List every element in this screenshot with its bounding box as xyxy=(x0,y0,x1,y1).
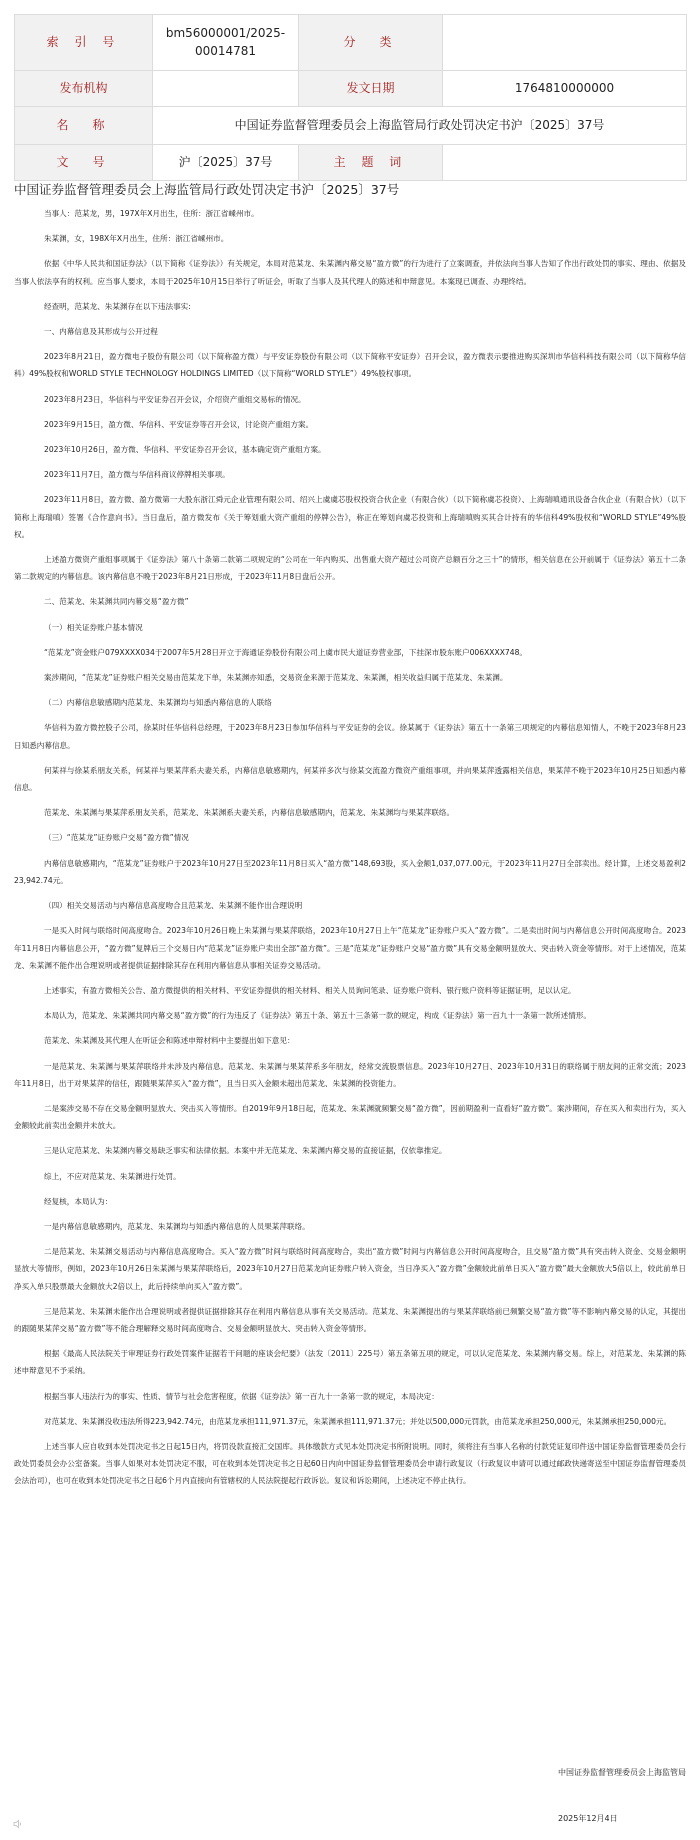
paragraph: “范某龙”资金账户079XXXX034于2007年5月28日开立于海通证券股份有限公司上虞市民大道证券营业部，下挂深市股东账户006XXXX748。 xyxy=(44,647,527,657)
index-no-label: 索 引 号 xyxy=(15,15,153,71)
index-no-value: bm56000001/2025-00014781 xyxy=(153,15,299,71)
publisher-value xyxy=(153,71,299,107)
doc-no-label: 文 号 xyxy=(15,145,153,181)
category-label: 分 类 xyxy=(299,15,443,71)
paragraph: 根据当事人违法行为的事实、性质、情节与社会危害程度，依据《证券法》第一百九十一条第一款的规定，本局决定： xyxy=(44,1391,439,1401)
paragraph: 朱某渊，女，198X年X月出生，住所：浙江省嵊州市。 xyxy=(44,234,229,244)
paragraph: 一是买入时间与联络时间高度吻合。2023年10月26日晚上朱某渊与果某萍联络，2023年10月27日上午“范某龙”证券账户买入“盈方微”。二是卖出时间与内幕信息公开时间高度吻合。2023年11月8日内幕信息公开，“盈方微”复牌后三个交易日内“范某龙”证券账户卖出全部“盈方微”。三是“范某龙”证券账户交易“盈方微”具有交易金额明显放大、突击转入资金等情形。对于上述情况，范某龙、朱某渊不能作出合理说明或者提供证据排除其存在利用内幕信息从事相关证券交易活动。 xyxy=(14,926,686,970)
paragraph: 2023年8月21日，盈方微电子股份有限公司（以下简称盈方微）与平安证券股份有限公司（以下简称平安证券）召开会议，盈方微表示要推进购买深圳市华信科科技有限公司（以下简称华信科）49%股权和WORLD STYLE TECHNOLOGY HOLDINGS LIMITED（以下简称“WORLD STYLE”）49%股权事项。 xyxy=(14,352,686,379)
paragraph: 上述当事人应自收到本处罚决定书之日起15日内，将罚没款直接汇交国库。具体缴款方式见本处罚决定书所附说明。同时，须将注有当事人名称的付款凭证复印件送中国证券监督管理委员会行政处罚委员会办公室备案。当事人如果对本处罚决定不服，可在收到本处罚决定书之日起60日内向中国证券监督管理委员会申请行政复议（行政复议申请可以通过邮政快递寄送至中国证券监督管理委员会法治司），也可在收到本处罚决定书之日起6个月内直接向有管辖权的人民法院提起行政诉讼。复议和诉讼期间，上述决定不停止执行。 xyxy=(14,1441,686,1486)
paragraph: 华信科为盈方微控股子公司，徐某时任华信科总经理，于2023年8月23日参加华信科与平安证券的会议。徐某属于《证券法》第五十一条第三项规定的内幕信息知情人，不晚于2023年8月23日知悉内幕信息。 xyxy=(14,723,686,750)
subject-value xyxy=(443,145,687,181)
paragraph: 一、内幕信息及其形成与公开过程 xyxy=(44,327,158,337)
paragraph: 三是认定范某龙、朱某渊内幕交易缺乏事实和法律依据。本案中并无范某龙、朱某渊内幕交易的直接证据，仅依靠推定。 xyxy=(44,1146,447,1156)
paragraph: 经查明，范某龙、朱某渊存在以下违法事实: xyxy=(44,301,191,311)
paragraph: 根据《最高人民法院关于审理证券行政处罚案件证据若干问题的座谈会纪要》（法发〔2011〕225号）第五条第五项的规定，可以认定范某龙、朱某渊内幕交易。综上，对范某龙、朱某渊的陈述申辩意见不予采纳。 xyxy=(14,1349,686,1376)
paragraph: 对范某龙、朱某渊没收违法所得223,942.74元，由范某龙承担111,971.37元，朱某渊承担111,971.37元；并处以500,000元罚款，由范某龙承担250,000元，朱某渊承担250,000元。 xyxy=(44,1416,672,1426)
signature-date: 2025年12月4日 xyxy=(558,1814,618,1823)
paragraph: 内幕信息敏感期内，“范某龙”证券账户于2023年10月27日至2023年11月8日买入“盈方微”148,693股，买入金额1,037,077.00元，于2023年11月27日全部卖出。经计算，上述交易盈利223,942.74元。 xyxy=(14,858,686,885)
paragraph: 案涉期间，“范某龙”证券账户相关交易由范某龙下单，朱某渊亦知悉，交易资金来源于范某龙、朱某渊，相关收益归属于范某龙、朱某渊。 xyxy=(44,673,508,683)
signature-org: 中国证券监督管理委员会上海监管局 xyxy=(558,1768,686,1777)
paragraph: 何某祥与徐某系朋友关系，何某祥与果某萍系夫妻关系，内幕信息敏感期内，何某祥多次与徐某交流盈方微资产重组事项，并向果某萍透露相关信息，果某萍不晚于2023年10月25日知悉内幕信息。 xyxy=(14,765,686,793)
paragraph: 当事人：范某龙，男，197X年X月出生，住所：浙江省嵊州市。 xyxy=(44,209,259,218)
publisher-label: 发布机构 xyxy=(15,71,153,107)
paragraph: 综上，不应对范某龙、朱某渊进行处罚。 xyxy=(44,1171,181,1181)
paragraph: 2023年11月7日，盈方微与华信科商议停牌相关事项。 xyxy=(44,470,230,480)
metadata-table xyxy=(14,14,687,181)
document-title: 中国证券监督管理委员会上海监管局行政处罚决定书沪〔2025〕37号 xyxy=(14,182,400,197)
date-value: 1764810000000 xyxy=(443,71,687,107)
category-value xyxy=(443,15,687,71)
subject-label: 主 题 词 xyxy=(299,145,443,181)
document-body xyxy=(14,205,686,1498)
paragraph: 2023年11月8日，盈方微、盈方微第一大股东浙江舜元企业管理有限公司、绍兴上虞虞芯股权投资合伙企业（有限合伙）（以下简称虞芯投资）、上海瑞嗔通讯设备合伙企业（有限合伙）（以下简称上海瑞嗔）签署《合作意向书》。当日盘后，盈方微发布《关于筹划重大资产重组的停牌公告》，称正在筹划向虞芯投资和上海瑞嗔购买其合计持有的华信科49%股权和“WORLD STYLE”49%股权。 xyxy=(14,495,686,539)
paragraph: （四）相关交易活动与内幕信息高度吻合且范某龙、朱某渊不能作出合理说明 xyxy=(44,901,303,911)
paragraph: 依据《中华人民共和国证券法》（以下简称《证券法》）有关规定，本局对范某龙、朱某渊内幕交易“盈方微”的行为进行了立案调查，并依法向当事人告知了作出行政处罚的事实、理由、依据及当事人依法享有的权利。应当事人要求，本局于2025年10月15日举行了听证会，听取了当事人及其代理人的陈述和申辩意见。本案现已调查、办理终结。 xyxy=(14,259,686,286)
doc-no-value: 沪〔2025〕37号 xyxy=(153,145,299,181)
paragraph: 范某龙、朱某渊及其代理人在听证会和陈述申辩材料中主要提出如下意见： xyxy=(44,1036,295,1046)
paragraph: 2023年9月15日，盈方微、华信科、平安证券等召开会议，讨论资产重组方案。 xyxy=(44,419,314,429)
paragraph: 二是范某龙、朱某渊交易活动与内幕信息高度吻合。买入“盈方微”时间与联络时间高度吻合，卖出“盈方微”时间与内幕信息公开时间高度吻合，且交易“盈方微”具有突击转入资金、交易金额明显放大等情形，例如，2023年10月26日朱某渊与果某萍联络后，2023年10月27日范某龙向证券账户转入资金，当日净买入“盈方微”金额较此前单日买入“盈方微”最大金额放大5倍以上，较此前单日净买入单只股票最大金额放大2倍以上，此后持续单向买入“盈方微”。 xyxy=(14,1247,686,1291)
paragraph: 2023年8月23日，华信科与平安证券召开会议，介绍资产重组交易标的情况。 xyxy=(44,394,306,404)
speaker-icon[interactable] xyxy=(12,1818,24,1830)
paragraph: （三）“范某龙”证券账户交易“盈方微”情况 xyxy=(44,833,189,843)
paragraph: （一）相关证券账户基本情况 xyxy=(44,622,143,632)
paragraph: 一是范某龙、朱某渊与果某萍联络并未涉及内幕信息。范某龙、朱某渊与果某萍系多年朋友，经常交流股票信息。2023年10月27日、2023年10月31日的联络属于朋友间的正常交流；2023年11月8日，出于对果某萍的信任，跟随果某萍买入“盈方微”，且当日买入金额未超出范某龙、朱某渊的投资能力。 xyxy=(14,1061,686,1088)
name-label: 名 称 xyxy=(15,107,153,145)
paragraph: 范某龙、朱某渊与果某萍系朋友关系，范某龙、朱某渊系夫妻关系，内幕信息敏感期内，范某龙、朱某渊均与果某萍联络。 xyxy=(44,808,455,818)
date-label: 发文日期 xyxy=(299,71,443,107)
paragraph: （二）内幕信息敏感期内范某龙、朱某渊均与知悉内幕信息的人联络 xyxy=(44,698,272,708)
paragraph: 2023年10月26日，盈方微、华信科、平安证券召开会议，基本确定资产重组方案。 xyxy=(44,445,326,455)
signature-block xyxy=(558,1765,686,1827)
paragraph: 本局认为，范某龙、朱某渊共同内幕交易“盈方微”的行为违反了《证券法》第五十条、第五十三条第一款的规定，构成《证券法》第一百九十一条第一款所述情形。 xyxy=(44,1011,592,1021)
paragraph: 上述事实，有盈方微相关公告、盈方微提供的相关材料、平安证券提供的相关材料、相关人员询问笔录、证券账户资料、银行账户资料等证据证明，足以认定。 xyxy=(44,985,576,995)
paragraph: 二、范某龙、朱某渊共同内幕交易“盈方微” xyxy=(44,597,189,607)
name-value: 中国证券监督管理委员会上海监管局行政处罚决定书沪〔2025〕37号 xyxy=(153,107,687,145)
paragraph: 一是内幕信息敏感期内，范某龙、朱某渊均与知悉内幕信息的人员果某萍联络。 xyxy=(44,1221,310,1231)
paragraph: 上述盈方微资产重组事项属于《证券法》第八十条第二款第二项规定的“公司在一年内购买、出售重大资产超过公司资产总额百分之三十”的情形，相关信息在公开前属于《证券法》第五十二条第二款规定的内幕信息。该内幕信息不晚于2023年8月21日形成，于2023年11月8日盘后公开。 xyxy=(14,555,686,582)
paragraph: 经复核，本局认为： xyxy=(44,1196,113,1206)
paragraph: 二是案涉交易不存在交易金额明显放大、突击买入等情形。自2019年9月18日起，范某龙、朱某渊就频繁交易“盈方微”，因前期盈利一直看好“盈方微”。案涉期间，存在买入和卖出行为，买入金额较此前卖出金额并未放大。 xyxy=(14,1103,686,1131)
paragraph: 三是范某龙、朱某渊未能作出合理说明或者提供证据排除其存在利用内幕信息从事有关交易活动。范某龙、朱某渊提出的与果某萍联络前已频繁交易“盈方微”等不影响内幕交易的认定，其提出的跟随果某萍交易“盈方微”等不能合理解释交易时间高度吻合、交易金额明显放大、突击转入资金等情形。 xyxy=(14,1306,686,1333)
